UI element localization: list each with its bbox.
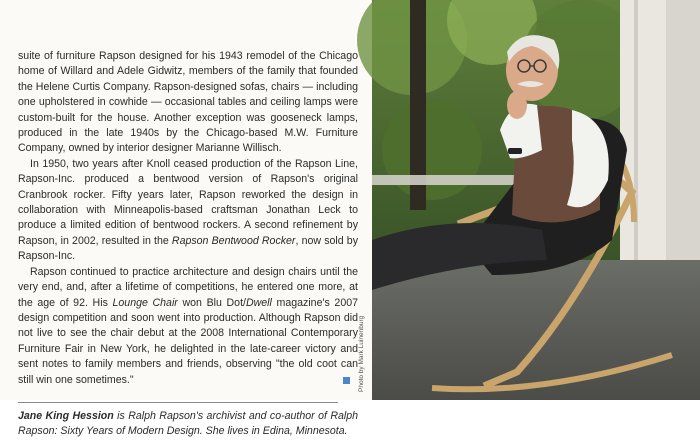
author-bio: [18, 409, 358, 440]
article-paragraph-3: [18, 265, 358, 388]
portrait-photo: [372, 0, 700, 400]
rocker-portrait-illustration: [372, 0, 700, 400]
paragraph-2-tail: , now sold by Rapson-Inc.: [18, 234, 358, 263]
bio-text-tail: . She lives in Edina, Minnesota.: [199, 425, 348, 438]
paragraph-1-text: suite of furniture Rapson designed for his 1943 remodel of the Chicago home of Willard and Adele Gidwitz, members of the family that founded the Helene Curtis Company. Rapson-designed sofas, chairs — including one upholstered in cowhide — occasional tables and ceiling lamps were custom-built for the house. Another exception was gooseneck lamps, produced in the late 1940s by the Chicago-based M.W. Furniture Company, owned by interior designer Marianne Willisch.: [18, 50, 358, 155]
bio-text: is Ralph Rapson's archivist and co-author of Ralph Rapson: Sixty Years of Modern Design: [18, 409, 359, 438]
dwell-title: Dwell: [245, 296, 272, 309]
paragraph-3-text-b: won Blu Dot/: [177, 296, 246, 309]
article-body: [18, 49, 358, 388]
paragraph-3-text: Rapson continued to practice architecture and design chairs until the very end, and, after a lifetime of competitions, he entered one more, at the age of 92. His: [18, 265, 358, 309]
author-name: Jane King Hession: [18, 409, 114, 422]
paragraph-3-text-c: magazine's 2007 design competition and soon went into production. Although Rapson did not live to see the chair debut at the 2008 International Contemporary Furniture Fair in New York, he delighted in the late-career victory and sent notes to family members and friends, observing "the old coot can still win one sometimes.": [18, 296, 358, 386]
rocker-title: Rapson Bentwood Rocker: [171, 234, 296, 247]
paragraph-2-text: In 1950, two years after Knoll ceased production of the Rapson Line, Rapson-Inc. produced a bentwood version of Rapson's original Cranbrook rocker. Fifty years later, Rapson reworked the design in collaboration with Minneapolis-based craftsman Jonathan Leck to produce a limited edition of bentwood rockers. A second refinement by Rapson, in 2002, resulted in the: [18, 157, 358, 247]
photo-credit: Photo by Mark Luinenburg: [358, 315, 365, 392]
bio-divider: [18, 402, 338, 403]
end-mark-square: [343, 377, 350, 384]
article-paragraph-1: [18, 49, 358, 157]
lounge-chair-title: Lounge Chair: [112, 296, 178, 309]
article-paragraph-2: [18, 157, 358, 265]
